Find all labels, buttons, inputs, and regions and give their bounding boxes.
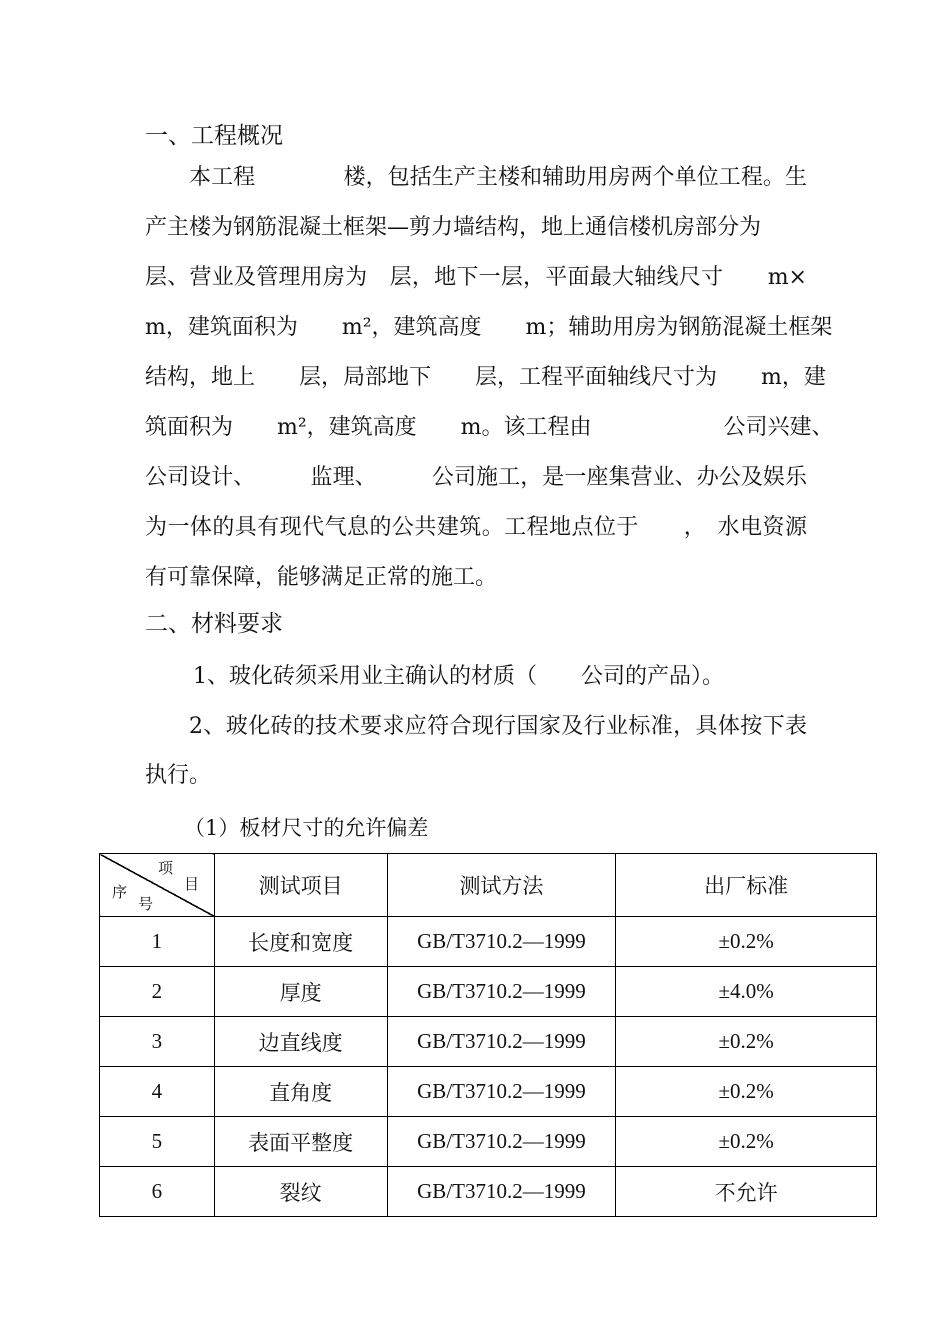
test-item: 直角度 (214, 1067, 387, 1117)
corner-label-top-1: 项 (158, 859, 174, 877)
row-number: 6 (100, 1167, 215, 1217)
row-number: 1 (100, 917, 215, 967)
factory-standard: ±0.2% (616, 1117, 877, 1167)
factory-standard: ±0.2% (616, 1067, 877, 1117)
column-header-standard: 出厂标准 (616, 854, 877, 917)
materials-item-2-line-1: 2、玻化砖的技术要求应符合现行国家及行业标准，具体按下表 (189, 714, 807, 739)
table-row (100, 1067, 877, 1117)
column-header-method: 测试方法 (387, 854, 616, 917)
table-row (100, 917, 877, 967)
overview-line-2: 产主楼为钢筋混凝土框架—剪力墙结构，地上通信楼机房部分为 (145, 215, 762, 240)
column-header-item: 测试项目 (214, 854, 387, 917)
test-method: GB/T3710.2—1999 (387, 967, 616, 1017)
materials-item-2-line-2: 执行。 (145, 763, 212, 788)
overview-line-4: m，建筑面积为 m²，建筑高度 m；辅助用房为钢筋混凝土框架 (145, 315, 833, 340)
test-method: GB/T3710.2—1999 (387, 917, 616, 967)
overview-line-7: 公司设计、 监理、 公司施工，是一座集营业、办公及娱乐 (145, 465, 807, 490)
table-row (100, 1117, 877, 1167)
factory-standard: 不允许 (616, 1167, 877, 1217)
test-method: GB/T3710.2—1999 (387, 1117, 616, 1167)
test-item: 表面平整度 (214, 1117, 387, 1167)
test-method: GB/T3710.2—1999 (387, 1067, 616, 1117)
overview-line-1: 本工程 楼，包括生产主楼和辅助用房两个单位工程。生 (189, 165, 807, 190)
overview-line-3: 层、营业及管理用房为 层，地下一层，平面最大轴线尺寸 m× (145, 265, 807, 290)
materials-item-1: 1、玻化砖须采用业主确认的材质（ 公司的产品）。 (193, 664, 724, 689)
section-heading-materials: 二、材料要求 (145, 611, 283, 637)
factory-standard: ±0.2% (616, 1017, 877, 1067)
row-number: 4 (100, 1067, 215, 1117)
test-item: 厚度 (214, 967, 387, 1017)
corner-label-bottom-2: 号 (138, 895, 154, 913)
row-number: 5 (100, 1117, 215, 1167)
test-item: 边直线度 (214, 1017, 387, 1067)
table-row (100, 967, 877, 1017)
tolerance-table (99, 853, 877, 1217)
test-method: GB/T3710.2—1999 (387, 1167, 616, 1217)
overview-line-8: 为一体的具有现代气息的公共建筑。工程地点位于 ， 水电资源 (145, 515, 807, 540)
row-number: 3 (100, 1017, 215, 1067)
overview-line-6: 筑面积为 m²，建筑高度 m。该工程由 公司兴建、 (145, 415, 834, 440)
corner-label-top-2: 目 (184, 875, 200, 893)
overview-line-5: 结构，地上 层，局部地下 层，工程平面轴线尺寸为 m，建 (145, 365, 826, 390)
overview-line-9: 有可靠保障，能够满足正常的施工。 (145, 565, 498, 590)
factory-standard: ±0.2% (616, 917, 877, 967)
corner-label-bottom-1: 序 (112, 883, 128, 901)
table-row (100, 1167, 877, 1217)
test-item: 裂纹 (214, 1167, 387, 1217)
table-header-row (100, 854, 877, 917)
section-heading-overview: 一、工程概况 (145, 123, 283, 149)
test-item: 长度和宽度 (214, 917, 387, 967)
table-row (100, 1017, 877, 1067)
row-number: 2 (100, 967, 215, 1017)
diagonal-header-cell (100, 854, 215, 917)
test-method: GB/T3710.2—1999 (387, 1017, 616, 1067)
factory-standard: ±4.0% (616, 967, 877, 1017)
table-caption: （1）板材尺寸的允许偏差 (184, 816, 429, 840)
